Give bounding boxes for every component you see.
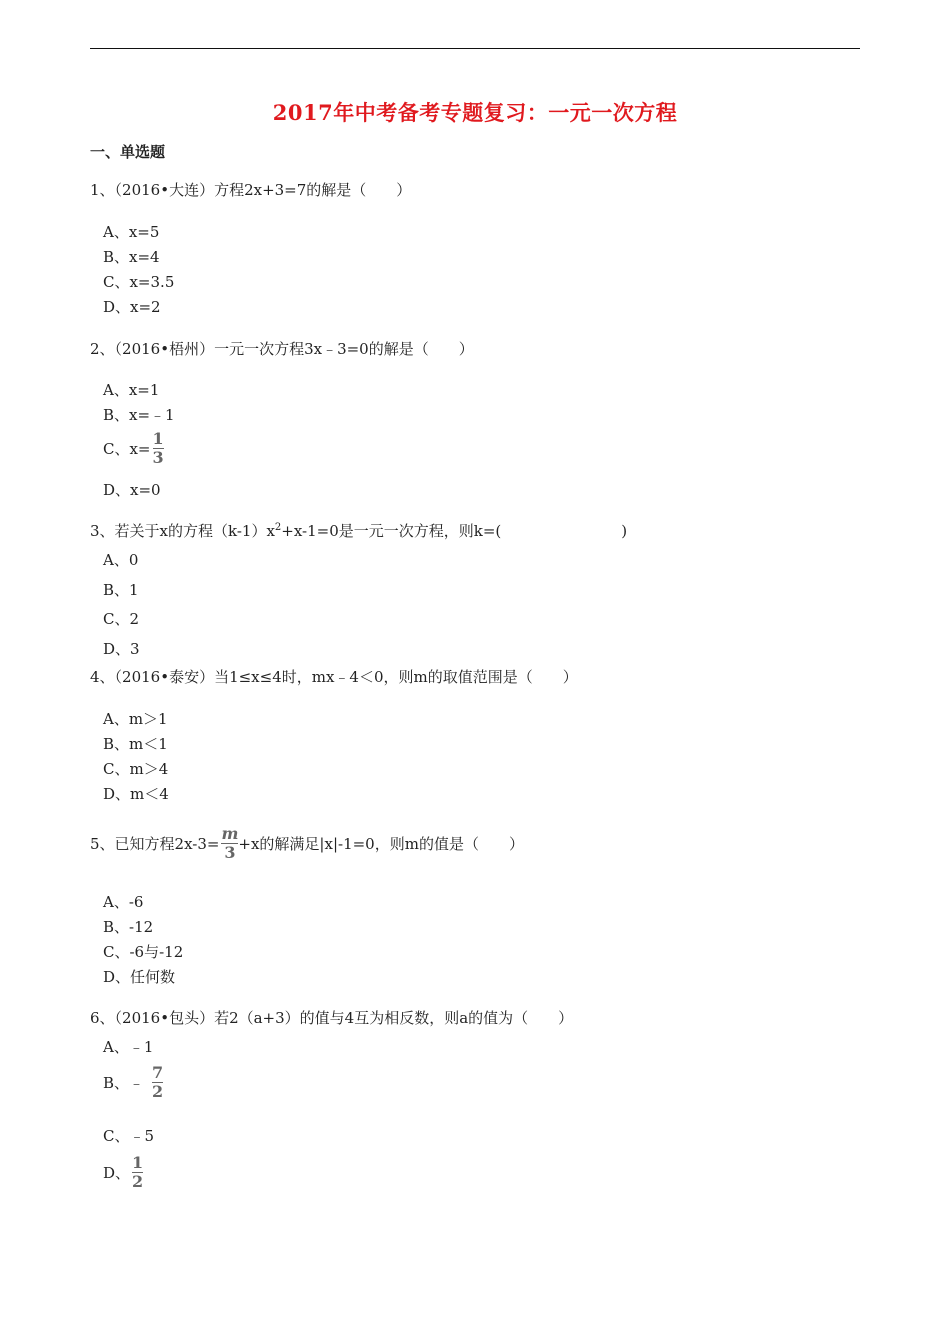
question-4: 4、（2016•泰安）当1≤x≤4时，mx﹣4＜0，则m的取值范围是（ ） — [90, 668, 578, 686]
header-rule — [90, 48, 860, 49]
fraction-one-third: $\frac{1}{3}$ — [152, 429, 164, 467]
q4-option-c[interactable]: C、m＞4 — [103, 760, 169, 778]
question-2: 2、（2016•梧州）一元一次方程3x﹣3=0的解是（ ） — [90, 340, 474, 358]
q3-option-c[interactable]: C、2 — [103, 610, 140, 628]
q5-option-b[interactable]: B、-12 — [103, 918, 154, 936]
fraction-m-over-3: $\frac{m}{3}$ — [221, 824, 239, 862]
q6-option-c[interactable]: C、﹣5 — [103, 1127, 155, 1145]
q6-option-d-label: D、 — [103, 1164, 131, 1182]
q6-option-b-label: B、﹣ — [103, 1074, 145, 1092]
q5-option-c[interactable]: C、-6与-12 — [103, 943, 184, 961]
q1-option-d[interactable]: D、x=2 — [103, 298, 161, 316]
q3-option-d[interactable]: D、3 — [103, 640, 140, 658]
fraction-one-half: $\frac{1}{2}$ — [132, 1153, 144, 1191]
q5-option-d[interactable]: D、任何数 — [103, 968, 176, 986]
q3-option-b[interactable]: B、1 — [103, 581, 139, 599]
fraction-seven-halves: $\frac{7}{2}$ — [152, 1063, 164, 1101]
q3-option-a[interactable]: A、0 — [103, 551, 139, 569]
q5-option-a[interactable]: A、-6 — [103, 893, 144, 911]
q6-option-a[interactable]: A、﹣1 — [103, 1038, 154, 1056]
question-3: 3、若关于x的方程$(k-1)x^2+x-1=0$是一元一次方程，则k=( ) — [90, 522, 628, 540]
q4-option-a[interactable]: A、m＞1 — [103, 710, 168, 728]
q2-option-d[interactable]: D、x=0 — [103, 481, 161, 499]
page-title: 2017年中考备考专题复习：一元一次方程 — [272, 100, 678, 125]
q1-option-b[interactable]: B、x=4 — [103, 248, 160, 266]
q2-option-c[interactable] — [103, 431, 164, 466]
q1-option-a[interactable]: A、x=5 — [103, 223, 160, 241]
q4-option-d[interactable]: D、m＜4 — [103, 785, 169, 803]
exponent: 2 — [274, 522, 282, 533]
question-5: 5、已知方程2x-3= $\frac{m}{3}$ +x的解满足|x|-1=0，则m的值是（ ） — [90, 824, 524, 862]
q1-option-c[interactable]: C、x=3.5 — [103, 273, 175, 291]
q4-option-b[interactable]: B、m＜1 — [103, 735, 168, 753]
section-heading: 一、单选题 — [90, 143, 166, 161]
question-1: 1、（2016•大连）方程2x+3=7的解是（ ） — [90, 181, 412, 199]
q2-option-a[interactable]: A、x=1 — [103, 381, 160, 399]
q2-option-c-label: C、x= — [103, 440, 151, 458]
q6-option-d[interactable] — [103, 1155, 143, 1190]
question-6: 6、（2016•包头）若2（a+3）的值与4互为相反数，则a的值为（ ） — [90, 1009, 574, 1027]
q2-option-b[interactable]: B、x=﹣1 — [103, 406, 175, 424]
q6-option-b[interactable] — [103, 1065, 163, 1100]
